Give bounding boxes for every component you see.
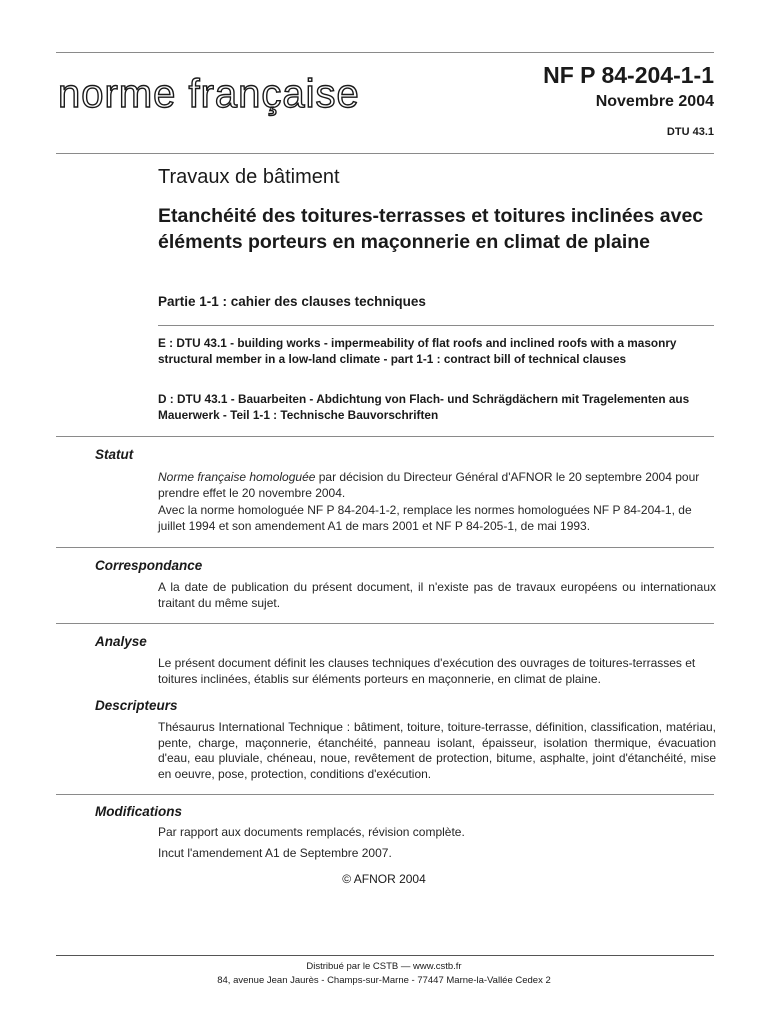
english-title: E : DTU 43.1 - building works - impermeability of flat roofs and inclined roofs with a masonry structural member in a low-land climate - part 1-1 : contract bill of technical clauses — [158, 336, 677, 366]
norm-date: Novembre 2004 — [595, 93, 714, 110]
statut-text: par décision du Directeur Général d'AFNOR le 20 septembre 2004 pour prendre effet le 20 novembre 2004. — [158, 470, 700, 500]
correspondance-top-rule — [56, 547, 714, 548]
modifications-top-rule — [56, 794, 714, 795]
statut-body — [158, 470, 716, 534]
statut-top-rule — [56, 436, 714, 437]
modifications-paragraph-2: Incut l'amendement A1 de Septembre 2007. — [158, 845, 392, 860]
footer-rule — [56, 955, 714, 956]
modifications-heading: Modifications — [95, 804, 182, 819]
footer-address: 84, avenue Jean Jaurès - Champs-sur-Marne - 77447 Marne-la-Vallée Cedex 2 — [217, 975, 551, 986]
modifications-paragraph-1: Par rapport aux documents remplacés, révision complète. — [158, 825, 465, 839]
analyse-top-rule — [56, 623, 714, 624]
correspondance-heading: Correspondance — [95, 558, 203, 573]
dtu-label: DTU 43.1 — [666, 126, 714, 138]
statut-paragraph-1 — [158, 470, 716, 501]
category-label: Travaux de bâtiment — [158, 166, 340, 188]
statut-heading: Statut — [95, 447, 134, 462]
correspondance-body: A la date de publication du présent document, il n'existe pas de travaux européens ou internationaux traitant du même sujet. — [158, 580, 716, 610]
analyse-heading: Analyse — [95, 634, 147, 649]
copyright-notice: © AFNOR 2004 — [342, 872, 426, 886]
title-divider — [158, 325, 714, 326]
footer-distribution: Distribué par le CSTB — www.cstb.fr — [306, 961, 462, 972]
brand-title: norme française — [58, 72, 360, 116]
german-title: D : DTU 43.1 - Bauarbeiten - Abdichtung von Flach- und Schrägdächern mit Tragelementen aus Mauerwerk - Teil 1-1 : Technische Bauvorschriften — [158, 392, 690, 422]
analyse-body: Le présent document définit les clauses techniques d'exécution des ouvrages de toitures-terrasses et toitures inclinées, établis sur éléments porteurs en maçonnerie, en climat de plaine. — [158, 656, 696, 686]
statut-paragraph-2: Avec la norme homologuée NF P 84-204-1-2, remplace les normes homologuées NF P 84-204-1, de juillet 1994 et son amendement A1 de mars 2001 et NF P 84-205-1, de mai 1993. — [158, 503, 692, 533]
document-title: Etanchéité des toitures-terrasses et toitures inclinées avec éléments porteurs en maçonnerie en climat de plaine — [158, 205, 704, 253]
modifications-body — [158, 825, 716, 861]
descripteurs-body: Thésaurus International Technique : bâtiment, toiture, toiture-terrasse, définition, classification, matériau, pente, charge, maçonnerie, étanchéité, panneau isolant, épaisseur, isolation thermique, évacuation d'eau, eau pluviale, chéneau, noue, revêtement de protection, bitume, asphalte, joint d'étanchéité, mise en oeuvre, pose, protection, conditions d'exécution. — [158, 720, 716, 781]
header-bottom-rule — [56, 153, 714, 154]
norm-reference: NF P 84-204-1-1 — [543, 62, 714, 88]
header-top-rule — [56, 52, 714, 53]
statut-italic-text: Norme française homologuée — [158, 470, 316, 484]
descripteurs-heading: Descripteurs — [95, 698, 178, 713]
document-subtitle: Partie 1-1 : cahier des clauses techniques — [158, 294, 426, 309]
